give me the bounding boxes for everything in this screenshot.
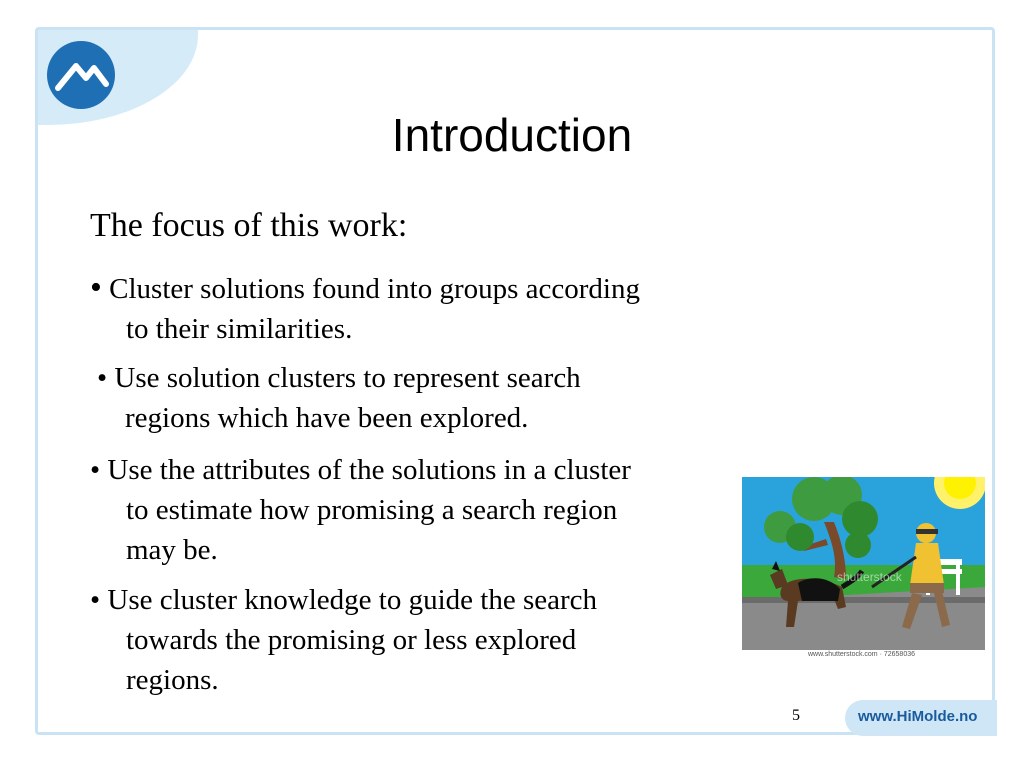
bullet-marker: • [97,362,108,394]
guide-dog-illustration [742,477,985,650]
bullet-item [90,580,597,700]
image-credit: www.shutterstock.com · 72658036 [808,651,915,658]
bullet-text-line: to estimate how promising a search region [126,494,618,526]
bullet-text-line: towards the promising or less explored [126,624,577,656]
bullet-item [90,450,631,570]
slide-title: Introduction [391,109,633,161]
bullet-item [90,268,640,349]
bullet-marker: • [90,454,101,486]
bullet-text-line: may be. [126,534,218,566]
bullet-text-line: to their similarities. [126,313,353,345]
bullet-text-line: regions. [126,664,219,696]
illustration-watermark: shutterstock [837,570,902,584]
bullet-text-line: Cluster solutions found into groups according [109,273,640,305]
bullet-text-line: Use cluster knowledge to guide the search [107,584,598,616]
website-link[interactable]: www.HiMolde.no [858,708,978,725]
bullet-item [97,358,581,438]
focus-heading: The focus of this work: [90,207,408,244]
bullet-text-line: regions which have been explored. [125,402,529,434]
bullet-marker: • [90,269,102,306]
bullet-marker: • [90,584,101,616]
mountain-logo-icon [46,38,116,112]
bullet-text-line: Use the attributes of the solutions in a cluster [107,454,631,486]
page-number: 5 [792,707,800,724]
bullet-text-line: Use solution clusters to represent search [114,362,581,394]
